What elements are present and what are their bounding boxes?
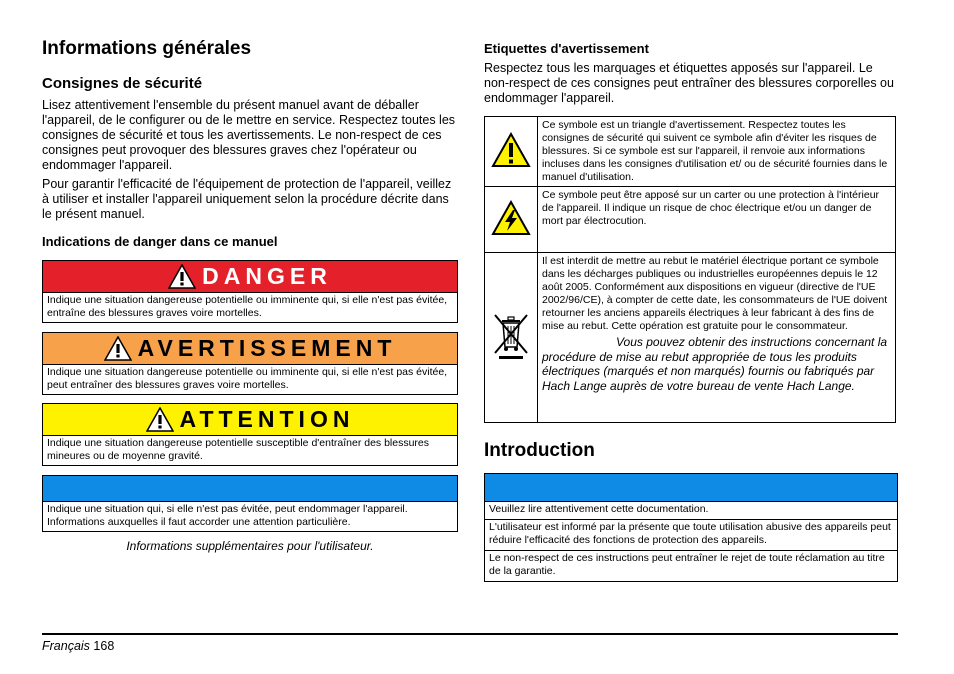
warning-signal-word: AVERTISSEMENT xyxy=(137,335,397,361)
symbols-table xyxy=(484,116,896,423)
weee-text: Il est interdit de mettre au rebut le matériel électrique portant ce symbole dans les décharges publiques ou industrielles européennes depuis le 12 août 2005. Conformément aux dispositions en vigueur (directive de l'UE 2002/96/CE), à compter de cette date, les consommateurs de l'UE doivent retourner les anciens appareils électriques à leur fabricant à des fins de mise au rebut. Cette opération est gratuite pour le consommateur. xyxy=(542,255,888,332)
electric-shock-icon xyxy=(491,200,531,236)
danger-box xyxy=(42,260,458,323)
list-item: L'utilisateur est informé par la présente que toute utilisation abusive des appareils peut réduire l'efficacité des fonctions de protection des appareils. xyxy=(485,520,897,551)
symbol-cell xyxy=(485,187,538,253)
weee-italic-note: Vous pouvez obtenir des instructions concernant la procédure de mise au rebut appropriée de tous les produits électriques (marqués et non marqués) fournis ou fabriqués par Hach Lange auprès de votre bureau de vente Hach Lange. xyxy=(542,335,888,393)
safety-heading: Consignes de sécurité xyxy=(42,75,203,92)
symbol-description: Ce symbole est un triangle d'avertissement. Respectez toutes les consignes de sécurité qui suivent ce symbole afin d'éviter les risques de blessures. Si ce symbole est sur l'appareil, il renvoie aux informations incluses dans les consignes d'utilisation et/ ou de sécurité fournies dans le manuel d'utilisation. xyxy=(538,117,896,187)
crossed-bin-icon xyxy=(489,311,533,361)
introduction-notice-box xyxy=(484,473,898,582)
table-row xyxy=(485,117,896,187)
caution-band xyxy=(43,404,457,436)
list-item: Le non-respect de ces instructions peut entraîner le rejet de toute réclamation au titre de la garantie. xyxy=(489,552,885,577)
warning-triangle-icon xyxy=(491,132,531,168)
notice-band xyxy=(43,476,457,502)
safety-paragraph-2: Pour garantir l'efficacité de l'équipement de protection de l'appareil, veillez à utiliser et installer l'appareil uniquement selon la procédure décrite dans le présent manuel. xyxy=(42,177,452,221)
caution-signal-word: ATTENTION xyxy=(179,406,355,432)
danger-band xyxy=(43,261,457,293)
danger-description: Indique une situation dangereuse potentielle ou imminente qui, si elle n'est pas évitée, entraîne des blessures graves voire mortelles. xyxy=(47,294,448,319)
page-number: 168 xyxy=(93,639,115,653)
symbol-cell xyxy=(485,253,538,423)
list-item: Veuillez lire attentivement cette documentation. xyxy=(485,502,897,520)
caution-description: Indique une situation dangereuse potentielle susceptible d'entraîner des blessures mineures ou de moyenne gravité. xyxy=(47,437,430,462)
warning-labels-heading: Etiquettes d'avertissement xyxy=(484,41,649,56)
notice-box xyxy=(42,475,458,532)
warning-triangle-icon xyxy=(168,264,196,289)
warning-triangle-icon xyxy=(146,407,174,432)
danger-indications-heading: Indications de danger dans ce manuel xyxy=(42,234,278,249)
table-row xyxy=(485,253,896,423)
warning-description: Indique une situation dangereuse potentielle ou imminente qui, si elle n'est pas évitée, peut entraîner des blessures graves voire mortelles. xyxy=(47,366,448,391)
notice-band xyxy=(485,474,897,502)
user-info-caption: Informations supplémentaires pour l'utilisateur. xyxy=(126,539,374,553)
caution-box xyxy=(42,403,458,466)
warning-triangle-icon xyxy=(104,336,132,361)
symbol-description xyxy=(538,253,896,423)
symbol-description: Ce symbole peut être apposé sur un carter ou une protection à l'intérieur de l'appareil. Il indique un risque de choc électrique et/ou un danger de mort par électrocution. xyxy=(538,187,896,253)
footer xyxy=(42,639,114,653)
footer-rule xyxy=(42,633,898,635)
danger-signal-word: DANGER xyxy=(202,263,332,289)
page-title: Informations générales xyxy=(42,38,252,59)
symbol-cell xyxy=(485,117,538,187)
warning-labels-paragraph: Respectez tous les marquages et étiquettes apposés sur l'appareil. Le non-respect de ces consignes peut entraîner des blessures corporelles ou endommager l'appareil. xyxy=(484,61,894,105)
introduction-heading: Introduction xyxy=(484,440,595,461)
safety-paragraph-1: Lisez attentivement l'ensemble du présent manuel avant de déballer l'appareil, de le configurer ou de le mettre en service. Respectez toutes les consignes de sécurité et tous les avertissements. Le non-respect de ces consignes peut provoquer des blessures graves chez l'opérateur ou endommager l'appareil. xyxy=(42,98,456,172)
notice-description: Indique une situation qui, si elle n'est pas évitée, peut endommager l'appareil. Informations auxquelles il faut accorder une attention particulière. xyxy=(47,503,408,528)
table-row xyxy=(485,187,896,253)
warning-band xyxy=(43,333,457,365)
footer-language: Français xyxy=(42,639,90,653)
warning-box xyxy=(42,332,458,395)
